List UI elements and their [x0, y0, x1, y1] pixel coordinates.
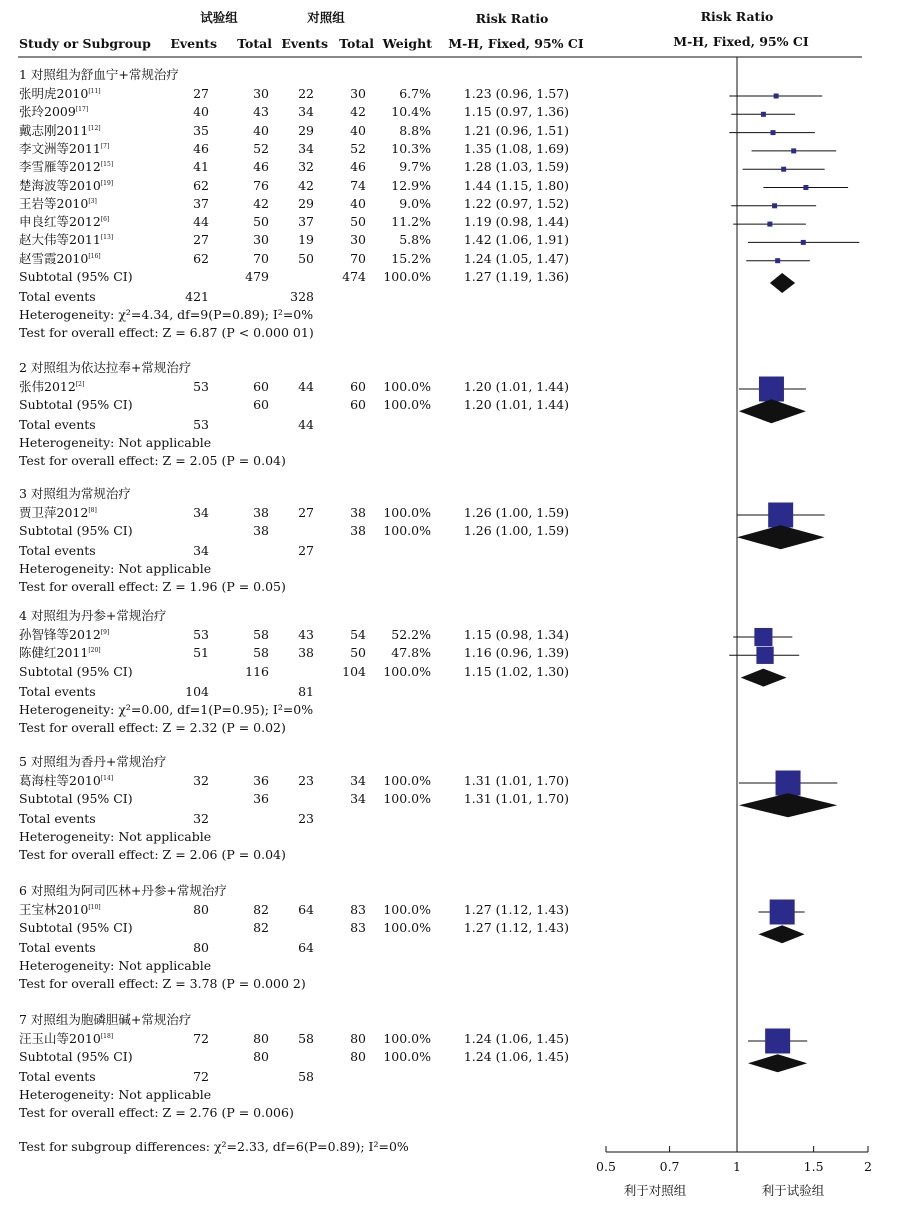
ctrl-total: 40 [350, 122, 366, 138]
study-reference: [3] [88, 197, 97, 205]
exp-events: 62 [193, 250, 209, 266]
heterogeneity: Heterogeneity: Not applicable [19, 1087, 212, 1103]
subtotal-ci: 1.24 (1.06, 1.45) [463, 1049, 569, 1065]
subgroup-title: 6 对照组为阿司匹林+丹参+常规治疗 [19, 883, 227, 898]
study-reference: [17] [75, 106, 89, 114]
subgroup-title: 7 对照组为胞磷胆碱+常规治疗 [19, 1012, 192, 1027]
study-label: 楚海波等2010 [19, 177, 101, 193]
weight: 100.0% [383, 773, 431, 788]
header-rr-right: Risk Ratio [700, 9, 774, 24]
study-label: 陈健红2011 [19, 645, 89, 661]
subtotal-ctrl-total: 34 [350, 791, 366, 807]
overall-effect: Test for overall effect: Z = 2.06 (P = 0.04) [19, 847, 286, 863]
total-events-ctrl: 27 [298, 543, 314, 559]
ctrl-events: 19 [298, 232, 314, 248]
ctrl-total: 83 [350, 902, 366, 917]
total-events-label: Total events [19, 1069, 96, 1085]
exp-events: 44 [193, 214, 209, 230]
subtotal-exp-total: 80 [253, 1049, 269, 1065]
study-reference: [6] [100, 215, 110, 223]
subtotal-ci: 1.27 (1.12, 1.43) [463, 920, 569, 936]
total-events-ctrl: 44 [298, 417, 314, 433]
subtotal-ci: 1.20 (1.01, 1.44) [463, 397, 569, 413]
study-marker [801, 240, 806, 245]
subgroup-title: 3 对照组为常规治疗 [19, 486, 131, 501]
exp-total: 76 [253, 177, 269, 193]
subtotal-weight: 100.0% [383, 791, 431, 807]
exp-total: 58 [253, 645, 269, 661]
ctrl-total: 60 [350, 379, 366, 394]
study-label: 王宝林2010 [19, 902, 89, 917]
total-events-exp: 104 [185, 683, 209, 699]
weight: 9.7% [399, 159, 431, 175]
subtotal-diamond [770, 273, 795, 293]
exp-events: 34 [193, 505, 209, 520]
exp-events: 72 [193, 1031, 209, 1046]
subgroup-title: 4 对照组为丹参+常规治疗 [19, 608, 167, 623]
subtotal-weight: 100.0% [383, 663, 431, 679]
study-reference: [18] [100, 1032, 114, 1040]
exp-events: 41 [193, 159, 209, 175]
subtotal-exp-total: 82 [253, 920, 269, 936]
total-events-ctrl: 81 [298, 683, 314, 699]
ctrl-events: 44 [298, 379, 314, 394]
ctrl-total: 52 [350, 140, 366, 156]
exp-total: 42 [253, 195, 269, 211]
header-method-right: M-H, Fixed, 95% CI [673, 34, 809, 49]
overall-effect: Test for overall effect: Z = 2.76 (P = 0.006) [19, 1105, 294, 1121]
subtotal-label: Subtotal (95% CI) [19, 663, 133, 679]
study-marker [767, 222, 772, 227]
subtotal-diamond [758, 925, 804, 943]
exp-total: 50 [253, 214, 269, 230]
subtotal-exp-total: 36 [253, 791, 269, 807]
total-events-ctrl: 58 [298, 1069, 314, 1085]
exp-events: 51 [193, 645, 209, 661]
weight: 52.2% [391, 627, 431, 642]
ctrl-events: 34 [298, 140, 314, 156]
study-label: 张伟2012 [19, 379, 76, 394]
total-events-label: Total events [19, 543, 96, 559]
exp-total: 82 [253, 902, 269, 917]
study-label: 李文洲等2011 [19, 140, 101, 156]
ctrl-total: 80 [350, 1031, 366, 1046]
study-reference: [19] [100, 179, 114, 187]
weight: 12.9% [391, 177, 431, 193]
study-reference: [15] [100, 161, 114, 169]
ctrl-total: 38 [350, 505, 366, 520]
total-events-exp: 53 [193, 417, 209, 433]
total-events-label: Total events [19, 289, 96, 304]
subtotal-ctrl-total: 474 [342, 269, 366, 284]
overall-effect: Test for overall effect: Z = 6.87 (P < 0.000 01) [19, 325, 314, 340]
heterogeneity: Heterogeneity: Not applicable [19, 435, 212, 451]
subtotal-diamond [737, 525, 825, 549]
exp-total: 36 [253, 773, 269, 788]
ctrl-total: 30 [350, 86, 366, 101]
ctrl-total: 50 [350, 214, 366, 230]
ctrl-total: 54 [350, 627, 366, 642]
header-exp-events: Events [170, 36, 217, 51]
exp-total: 46 [253, 159, 269, 175]
subtotal-ci: 1.15 (1.02, 1.30) [463, 663, 569, 679]
subtotal-exp-total: 38 [253, 523, 269, 539]
overall-effect: Test for overall effect: Z = 2.05 (P = 0.04) [19, 453, 286, 469]
exp-events: 40 [193, 104, 209, 120]
study-marker [770, 900, 795, 925]
study-label: 戴志刚2011 [19, 122, 89, 138]
weight: 100.0% [383, 379, 431, 394]
weight: 8.8% [399, 122, 431, 138]
study-marker [759, 377, 784, 402]
ctrl-total: 42 [350, 104, 366, 120]
rr-ci: 1.19 (0.98, 1.44) [463, 214, 569, 230]
header-weight: Weight [382, 36, 432, 51]
rr-ci: 1.23 (0.96, 1.57) [463, 86, 569, 101]
ctrl-events: 43 [298, 627, 314, 642]
header-ctrl-total: Total [339, 36, 374, 51]
subtotal-label: Subtotal (95% CI) [19, 1049, 133, 1065]
favours-right: 利于试验组 [761, 1183, 825, 1198]
exp-total: 38 [253, 505, 269, 520]
study-reference: [16] [88, 252, 101, 260]
ctrl-events: 58 [298, 1031, 314, 1046]
overall-effect: Test for overall effect: Z = 1.96 (P = 0.05) [19, 579, 286, 595]
rr-ci: 1.15 (0.98, 1.34) [463, 627, 569, 642]
study-marker [775, 258, 780, 263]
study-reference: [12] [88, 124, 101, 132]
ctrl-total: 74 [350, 177, 366, 193]
study-marker [772, 203, 777, 208]
exp-events: 32 [193, 773, 209, 788]
header-rr-left: Risk Ratio [475, 11, 549, 26]
subtotal-diamond [741, 669, 787, 687]
subtotal-weight: 100.0% [383, 397, 431, 413]
exp-total: 70 [253, 250, 269, 266]
total-events-ctrl: 23 [298, 811, 314, 827]
heterogeneity: Heterogeneity: χ²=0.00, df=1(P=0.95); I²=0% [19, 701, 314, 717]
heterogeneity: Heterogeneity: Not applicable [19, 561, 212, 577]
header-ctrl-events: Events [281, 36, 328, 51]
study-label: 赵雪霞2010 [19, 250, 89, 266]
subtotal-ctrl-total: 83 [350, 920, 366, 936]
study-reference: [11] [88, 87, 101, 95]
exp-total: 60 [253, 379, 269, 394]
rr-ci: 1.22 (0.97, 1.52) [463, 195, 569, 211]
subtotal-label: Subtotal (95% CI) [19, 269, 133, 284]
study-marker [771, 130, 776, 135]
study-marker [791, 148, 796, 153]
study-marker [754, 628, 772, 646]
subtotal-weight: 100.0% [383, 523, 431, 539]
study-label: 赵大伟等2011 [19, 232, 101, 248]
total-events-exp: 32 [193, 811, 209, 827]
exp-events: 37 [193, 195, 209, 211]
total-events-label: Total events [19, 940, 96, 956]
rr-ci: 1.31 (1.01, 1.70) [463, 773, 569, 788]
exp-total: 58 [253, 627, 269, 642]
overall-effect: Test for overall effect: Z = 3.78 (P = 0.000 2) [19, 976, 306, 992]
rr-ci: 1.20 (1.01, 1.44) [463, 379, 569, 394]
subgroup-title: 5 对照组为香丹+常规治疗 [19, 754, 167, 769]
exp-total: 80 [253, 1031, 269, 1046]
study-label: 张玲2009 [19, 104, 76, 120]
weight: 100.0% [383, 1031, 431, 1046]
exp-total: 52 [253, 140, 269, 156]
ctrl-total: 70 [350, 250, 366, 266]
study-marker [774, 94, 779, 99]
study-label: 张明虎2010 [19, 86, 89, 101]
header-exp-group: 试验组 [200, 10, 238, 25]
study-marker [803, 185, 808, 190]
subtotal-diamond [748, 1054, 807, 1072]
weight: 15.2% [391, 250, 431, 266]
rr-ci: 1.26 (1.00, 1.59) [463, 505, 569, 520]
study-marker [756, 647, 773, 664]
subgroup-title: 2 对照组为依达拉奉+常规治疗 [19, 360, 192, 375]
study-marker [768, 503, 793, 528]
exp-events: 35 [193, 122, 209, 138]
study-reference: [14] [100, 774, 114, 782]
weight: 5.8% [399, 232, 431, 248]
rr-ci: 1.21 (0.96, 1.51) [463, 122, 569, 138]
ctrl-events: 34 [298, 104, 314, 120]
ctrl-events: 42 [298, 177, 314, 193]
study-reference: [13] [100, 234, 114, 242]
study-reference: [9] [100, 628, 110, 636]
exp-total: 30 [253, 86, 269, 101]
heterogeneity: Heterogeneity: Not applicable [19, 958, 212, 974]
subtotal-ctrl-total: 60 [350, 397, 366, 413]
ctrl-events: 29 [298, 122, 314, 138]
total-events-label: Total events [19, 683, 96, 699]
rr-ci: 1.24 (1.05, 1.47) [463, 250, 569, 266]
weight: 10.3% [391, 140, 431, 156]
weight: 11.2% [391, 214, 431, 230]
study-label: 贾卫萍2012 [19, 505, 89, 520]
subtotal-ci: 1.31 (1.01, 1.70) [463, 791, 569, 807]
study-label: 王岩等2010 [19, 195, 89, 211]
subtotal-weight: 100.0% [383, 1049, 431, 1065]
exp-events: 53 [193, 379, 209, 394]
exp-events: 46 [193, 140, 209, 156]
subgroup-title: 1 对照组为舒血宁+常规治疗 [19, 67, 179, 82]
subtotal-label: Subtotal (95% CI) [19, 397, 133, 413]
ctrl-total: 34 [350, 773, 366, 788]
ctrl-events: 37 [298, 214, 314, 230]
rr-ci: 1.42 (1.06, 1.91) [463, 232, 569, 248]
weight: 10.4% [391, 104, 431, 120]
header-study: Study or Subgroup [19, 36, 151, 51]
total-events-exp: 80 [193, 940, 209, 956]
ctrl-events: 64 [298, 902, 314, 917]
study-marker [765, 1029, 790, 1054]
overall-effect: Test for overall effect: Z = 2.32 (P = 0.02) [19, 719, 286, 735]
subtotal-exp-total: 116 [245, 663, 269, 679]
ctrl-total: 40 [350, 195, 366, 211]
ctrl-events: 32 [298, 159, 314, 175]
x-tick-label: 1 [733, 1159, 741, 1174]
subtotal-ctrl-total: 104 [342, 663, 366, 679]
heterogeneity: Heterogeneity: Not applicable [19, 829, 212, 845]
ctrl-events: 29 [298, 195, 314, 211]
subtotal-ctrl-total: 80 [350, 1049, 366, 1065]
rr-ci: 1.15 (0.97, 1.36) [463, 104, 569, 120]
ctrl-events: 22 [298, 86, 314, 101]
ctrl-total: 50 [350, 645, 366, 661]
total-events-exp: 421 [185, 289, 209, 304]
subtotal-ci: 1.26 (1.00, 1.59) [463, 523, 569, 539]
rr-ci: 1.27 (1.12, 1.43) [463, 902, 569, 917]
study-label: 孙智锋等2012 [19, 627, 101, 642]
ctrl-total: 46 [350, 159, 366, 175]
ctrl-events: 50 [298, 250, 314, 266]
total-events-exp: 72 [193, 1069, 209, 1085]
x-tick-label: 0.5 [596, 1159, 616, 1174]
study-label: 葛海柱等2010 [19, 773, 101, 788]
weight: 47.8% [391, 645, 431, 661]
rr-ci: 1.35 (1.08, 1.69) [463, 140, 569, 156]
subtotal-diamond [739, 399, 806, 423]
exp-events: 27 [193, 232, 209, 248]
total-events-exp: 34 [193, 543, 209, 559]
exp-events: 62 [193, 177, 209, 193]
exp-events: 80 [193, 902, 209, 917]
header-exp-total: Total [237, 36, 272, 51]
weight: 100.0% [383, 505, 431, 520]
exp-events: 53 [193, 627, 209, 642]
exp-total: 30 [253, 232, 269, 248]
exp-total: 43 [253, 104, 269, 120]
ctrl-events: 27 [298, 505, 314, 520]
weight: 100.0% [383, 902, 431, 917]
rr-ci: 1.16 (0.96, 1.39) [463, 645, 569, 661]
x-tick-label: 0.7 [659, 1159, 680, 1174]
total-events-label: Total events [19, 417, 96, 433]
study-marker [776, 771, 801, 796]
ctrl-events: 23 [298, 773, 314, 788]
study-reference: [10] [88, 903, 101, 911]
exp-total: 40 [253, 122, 269, 138]
header-method-left: M-H, Fixed, 95% CI [448, 36, 584, 51]
x-tick-label: 2 [864, 1159, 872, 1174]
subtotal-ci: 1.27 (1.19, 1.36) [463, 269, 569, 284]
study-label: 李雪雁等2012 [19, 159, 101, 175]
x-tick-label: 1.5 [803, 1159, 824, 1174]
favours-left: 利于对照组 [623, 1183, 687, 1198]
rr-ci: 1.24 (1.06, 1.45) [463, 1031, 569, 1046]
subtotal-label: Subtotal (95% CI) [19, 523, 133, 539]
total-events-ctrl: 64 [298, 940, 314, 956]
study-reference: [20] [88, 647, 101, 655]
study-marker [781, 167, 786, 172]
subtotal-weight: 100.0% [383, 269, 431, 284]
study-reference: [8] [88, 506, 97, 514]
header-ctrl-group: 对照组 [307, 10, 345, 25]
subtotal-ctrl-total: 38 [350, 523, 366, 539]
study-reference: [2] [75, 380, 85, 388]
study-marker [761, 112, 766, 117]
rr-ci: 1.28 (1.03, 1.59) [463, 159, 569, 175]
study-label: 汪玉山等2010 [19, 1031, 101, 1046]
subtotal-label: Subtotal (95% CI) [19, 791, 133, 807]
study-reference: [7] [100, 142, 110, 150]
weight: 6.7% [399, 86, 431, 101]
ctrl-events: 38 [298, 645, 314, 661]
subtotal-exp-total: 60 [253, 397, 269, 413]
total-events-ctrl: 328 [290, 289, 314, 304]
exp-events: 27 [193, 86, 209, 101]
ctrl-total: 30 [350, 232, 366, 248]
study-label: 申良红等2012 [19, 214, 101, 230]
subtotal-label: Subtotal (95% CI) [19, 920, 133, 936]
subgroup-differences: Test for subgroup differences: χ²=2.33, df=6(P=0.89); I²=0% [19, 1139, 409, 1154]
heterogeneity: Heterogeneity: χ²=4.34, df=9(P=0.89); I²=0% [19, 307, 314, 322]
total-events-label: Total events [19, 811, 96, 827]
subtotal-weight: 100.0% [383, 920, 431, 936]
subtotal-exp-total: 479 [245, 269, 269, 284]
subtotal-diamond [739, 793, 837, 817]
weight: 9.0% [399, 195, 431, 211]
rr-ci: 1.44 (1.15, 1.80) [463, 177, 569, 193]
